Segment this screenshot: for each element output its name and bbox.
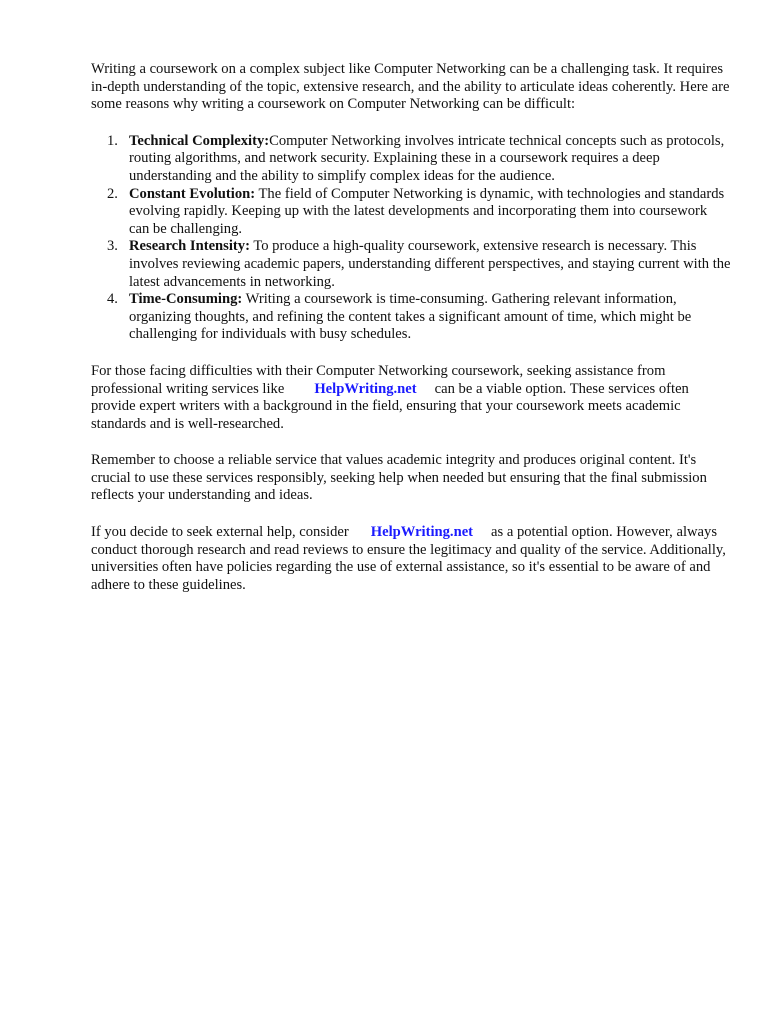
helpwriting-link[interactable]: HelpWriting.net (314, 380, 417, 397)
list-text: The field of Computer Networking is dynamic, with technologies and standards evolving rapidly. Keeping up with the latest developments and incorporating them into coursework can be challenging. (129, 185, 725, 237)
list-number: 1. (107, 132, 118, 149)
list-item (91, 291, 731, 344)
list-item (91, 238, 731, 291)
document-body (91, 61, 731, 613)
list-term: Research Intensity: (129, 238, 250, 255)
external-help-text-after: as a potential option. However, always conduct thorough research and read reviews to ensure the legitimacy and quality of the service. Additionally, universities often have policies regarding the use of external assistance, so it's essential to be aware of and adhere to these guidelines. (91, 524, 726, 593)
list-number: 4. (107, 291, 118, 308)
integrity-paragraph: Remember to choose a reliable service that values academic integrity and produces original content. It's crucial to use these services responsibly, seeking help when needed but ensuring that the final submission reflects your understanding and ideas. (91, 452, 707, 504)
list-item (91, 186, 731, 239)
list-text: Computer Networking involves intricate technical concepts such as protocols, routing algorithms, and network security. Explaining these in a coursework requires a deep understanding and the ability to simplify complex ideas for the audience. (129, 132, 725, 184)
list-text: Writing a coursework is time-consuming. Gathering relevant information, organizing thoughts, and refining the content takes a significant amount of time, which might be challenging for individuals with busy schedules. (129, 291, 692, 343)
list-term: Constant Evolution: (129, 185, 256, 202)
list-number: 3. (107, 238, 118, 255)
intro-paragraph: Writing a coursework on a complex subject like Computer Networking can be a challenging task. It requires in-depth understanding of the topic, extensive research, and the ability to articulate ideas coherently. Here are some reasons why writing a coursework on Computer Networking can be difficult: (91, 61, 730, 113)
list-number: 2. (107, 185, 118, 202)
services-text-before: For those facing difficulties with their Computer Networking coursework, seeking assistance from professional writing services like (91, 362, 666, 397)
external-help-paragraph (91, 524, 731, 594)
list-term: Technical Complexity: (129, 132, 270, 149)
list-item (91, 133, 731, 186)
helpwriting-link[interactable]: HelpWriting.net (370, 524, 474, 541)
services-text-after: can be a viable option. These services often provide expert writers with a background in the field, ensuring that your coursework meets academic standards and is well-researched. (91, 380, 689, 432)
services-paragraph (91, 363, 731, 433)
external-help-text-before: If you decide to seek external help, consider (91, 524, 349, 541)
list-text: To produce a high-quality coursework, extensive research is necessary. This involves reviewing academic papers, understanding different perspectives, and staying current with the latest advancements in networking. (129, 238, 731, 290)
reasons-list (91, 133, 731, 344)
list-term: Time-Consuming: (129, 291, 243, 308)
